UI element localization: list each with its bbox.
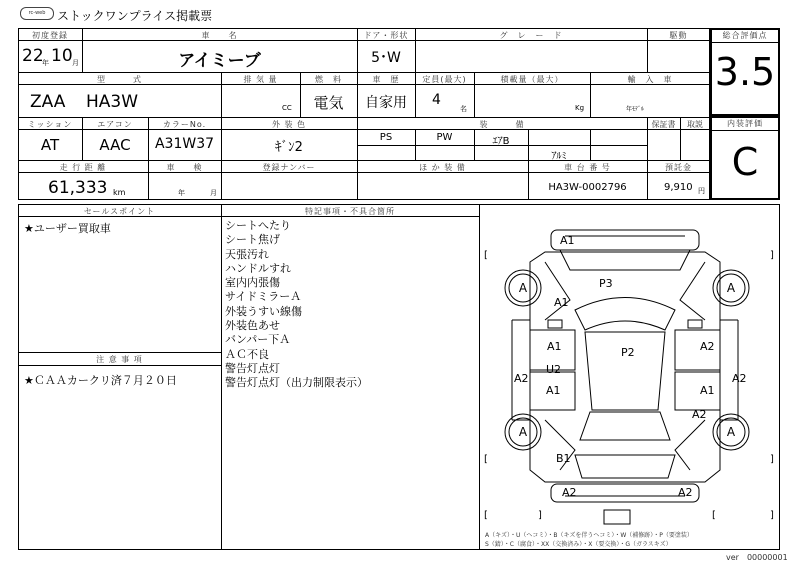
bracket-mark: ] xyxy=(770,510,774,521)
bracket-mark: ] xyxy=(538,510,542,521)
damage-mark: A1 xyxy=(560,234,575,247)
damage-mark: A1 xyxy=(700,384,715,397)
bracket-mark: [ xyxy=(712,510,716,521)
import-model-year-unit: 年ﾓﾃﾞﾙ xyxy=(626,106,645,113)
price-value: 9,910 xyxy=(664,182,693,193)
interior-score-value: C xyxy=(731,140,759,184)
remark-item: バンパー下Ａ xyxy=(225,333,291,347)
damage-mark: A2 xyxy=(692,408,707,421)
equipment-label: 装 備 xyxy=(479,120,525,129)
remark-item: 警告灯点灯（出力制限表示） xyxy=(225,376,368,390)
sheet-title: ストックワンプライス掲載票 xyxy=(57,9,213,23)
chassis-value: HA3W-0002796 xyxy=(548,182,627,193)
remark-item: 外装色あせ xyxy=(225,319,280,333)
remark-item: ハンドルすれ xyxy=(225,261,291,275)
load-label: 積載量（最大） xyxy=(500,75,564,84)
tire-mark: A xyxy=(726,425,736,439)
version-text: ver 00000001 xyxy=(726,553,788,562)
remark-item: サイドミラーＡ xyxy=(225,290,302,304)
capacity-label: 定員(最大) xyxy=(422,75,467,84)
mileage-value: 61,333 xyxy=(48,178,108,198)
damage-marks xyxy=(514,234,747,499)
load-unit: Kg xyxy=(575,104,585,112)
bracket-mark: [ xyxy=(484,250,488,261)
equipment-pw: PW xyxy=(436,132,453,143)
bracket-mark: ] xyxy=(770,454,774,465)
inspection-label: 車 検 xyxy=(166,163,203,172)
damage-mark: A2 xyxy=(678,486,693,499)
price-label: 預託金 xyxy=(665,163,692,172)
interior-score-label: 内装評価 xyxy=(727,119,763,128)
equipment-ps: PS xyxy=(379,132,393,143)
equipment-airbag: ｴｱB xyxy=(492,136,510,147)
reg-month: 10 xyxy=(51,46,73,66)
usage-label: 車 歴 xyxy=(372,75,400,84)
capacity-unit: 名 xyxy=(460,105,467,113)
cc-unit: CC xyxy=(282,104,292,112)
yen-unit: 円 xyxy=(698,187,705,195)
door-type-label: ドア・形状 xyxy=(363,31,409,40)
model-value: ZAA xyxy=(30,92,66,112)
remark-item: 警告灯点灯 xyxy=(225,361,280,375)
damage-mark: P3 xyxy=(599,277,613,290)
ext-color-label: 外 装 色 xyxy=(271,120,307,129)
other-eq-label: ほ か 装 備 xyxy=(419,163,466,172)
mission-value: AT xyxy=(40,136,60,154)
remark-item: 天張汚れ xyxy=(225,247,269,261)
remark-item: 外装うすい線傷 xyxy=(225,304,302,318)
damage-mark: A2 xyxy=(562,486,577,499)
color-no-value: A31W37 xyxy=(154,136,215,152)
reg-year-unit: 年 xyxy=(42,59,49,67)
damage-mark: A1 xyxy=(554,296,569,309)
model-code-value: HA3W xyxy=(86,92,139,112)
tire-mark: A xyxy=(726,281,736,295)
import-label: 輸 入 車 xyxy=(627,75,673,84)
rc-web-logo: rc-web xyxy=(20,7,54,20)
tire-mark: A xyxy=(518,425,528,439)
equipment-alumi: ｱﾙﾐ xyxy=(551,151,567,162)
damage-mark: A2 xyxy=(700,340,715,353)
bracket-mark: ] xyxy=(770,250,774,261)
remark-item: 室内内張傷 xyxy=(225,276,280,290)
overall-score-label: 総合評価点 xyxy=(722,31,768,40)
damage-mark: A1 xyxy=(547,340,562,353)
manual-label: 取説 xyxy=(687,120,703,129)
damage-mark: U2 xyxy=(546,363,562,376)
remark-item: シート焦げ xyxy=(225,233,280,247)
car-name-label: 車 名 xyxy=(201,31,238,40)
car-damage-diagram xyxy=(479,204,780,550)
inspection-month-unit: 月 xyxy=(210,189,217,197)
chassis-label: 車 台 番 号 xyxy=(564,163,611,172)
drive-label: 駆動 xyxy=(669,31,688,40)
damage-mark: B1 xyxy=(556,452,571,465)
damage-mark: P2 xyxy=(621,346,635,359)
overall-score-value: 3.5 xyxy=(714,50,776,94)
mission-label: ミッション xyxy=(27,120,73,129)
aircon-value: AAC xyxy=(99,136,131,154)
remark-item: シートへたり xyxy=(225,219,291,232)
damage-mark: A1 xyxy=(546,384,561,397)
fuel-label: 燃 料 xyxy=(315,75,342,84)
damage-mark: A2 xyxy=(514,372,529,385)
bracket-mark: [ xyxy=(484,454,488,465)
legend-line-1: A（キズ）・U（ヘコミ）・B（キズを伴うヘコミ）・W（補修跡）・P（要塗装） xyxy=(485,532,693,539)
grade-label: グ レ ー ド xyxy=(499,31,563,40)
capacity-value: 4 xyxy=(432,92,441,108)
car-name-value: アイミーブ xyxy=(178,51,261,71)
sales-point-item: ★ユーザー買取車 xyxy=(24,222,111,235)
reg-year: 22 xyxy=(22,46,44,66)
warranty-label: 保証書 xyxy=(651,120,676,129)
plate-label: 登録ナンバー xyxy=(262,163,316,172)
first-reg-label: 初度登録 xyxy=(32,31,68,40)
door-type-value: 5･W xyxy=(371,50,401,66)
inspection-year-unit: 年 xyxy=(178,189,185,197)
color-no-label: カラーNo. xyxy=(162,120,207,129)
remarks-label: 特記事項・不具合箇所 xyxy=(305,207,395,216)
model-label: 型 式 xyxy=(97,75,142,84)
ext-color-value: ｷﾞﾝ2 xyxy=(275,140,303,155)
car-outline xyxy=(505,230,749,524)
cautions-label: 注 意 事 項 xyxy=(96,355,143,364)
caution-item: ★ＣＡＡカークリ済７月２０日 xyxy=(24,374,177,387)
damage-mark: A2 xyxy=(732,372,747,385)
fuel-value: 電気 xyxy=(313,94,344,112)
tire-mark: A xyxy=(518,281,528,295)
remarks-list xyxy=(225,219,368,391)
bracket-mark: [ xyxy=(484,510,488,521)
sales-points-label: セールスポイント xyxy=(83,207,156,216)
reg-month-unit: 月 xyxy=(72,59,79,67)
mileage-label: 走 行 距 離 xyxy=(59,163,107,172)
legend-line-2: S（錆）・C（腐食）・XX（交換済み）・X（要交換）・G（ガラスキズ） xyxy=(485,541,672,548)
km-unit: km xyxy=(113,188,126,197)
displacement-label: 排 気 量 xyxy=(243,75,278,84)
aircon-label: エアコン xyxy=(97,120,133,129)
usage-value: 自家用 xyxy=(365,95,407,111)
remark-item: ＡＣ不良 xyxy=(225,347,269,361)
